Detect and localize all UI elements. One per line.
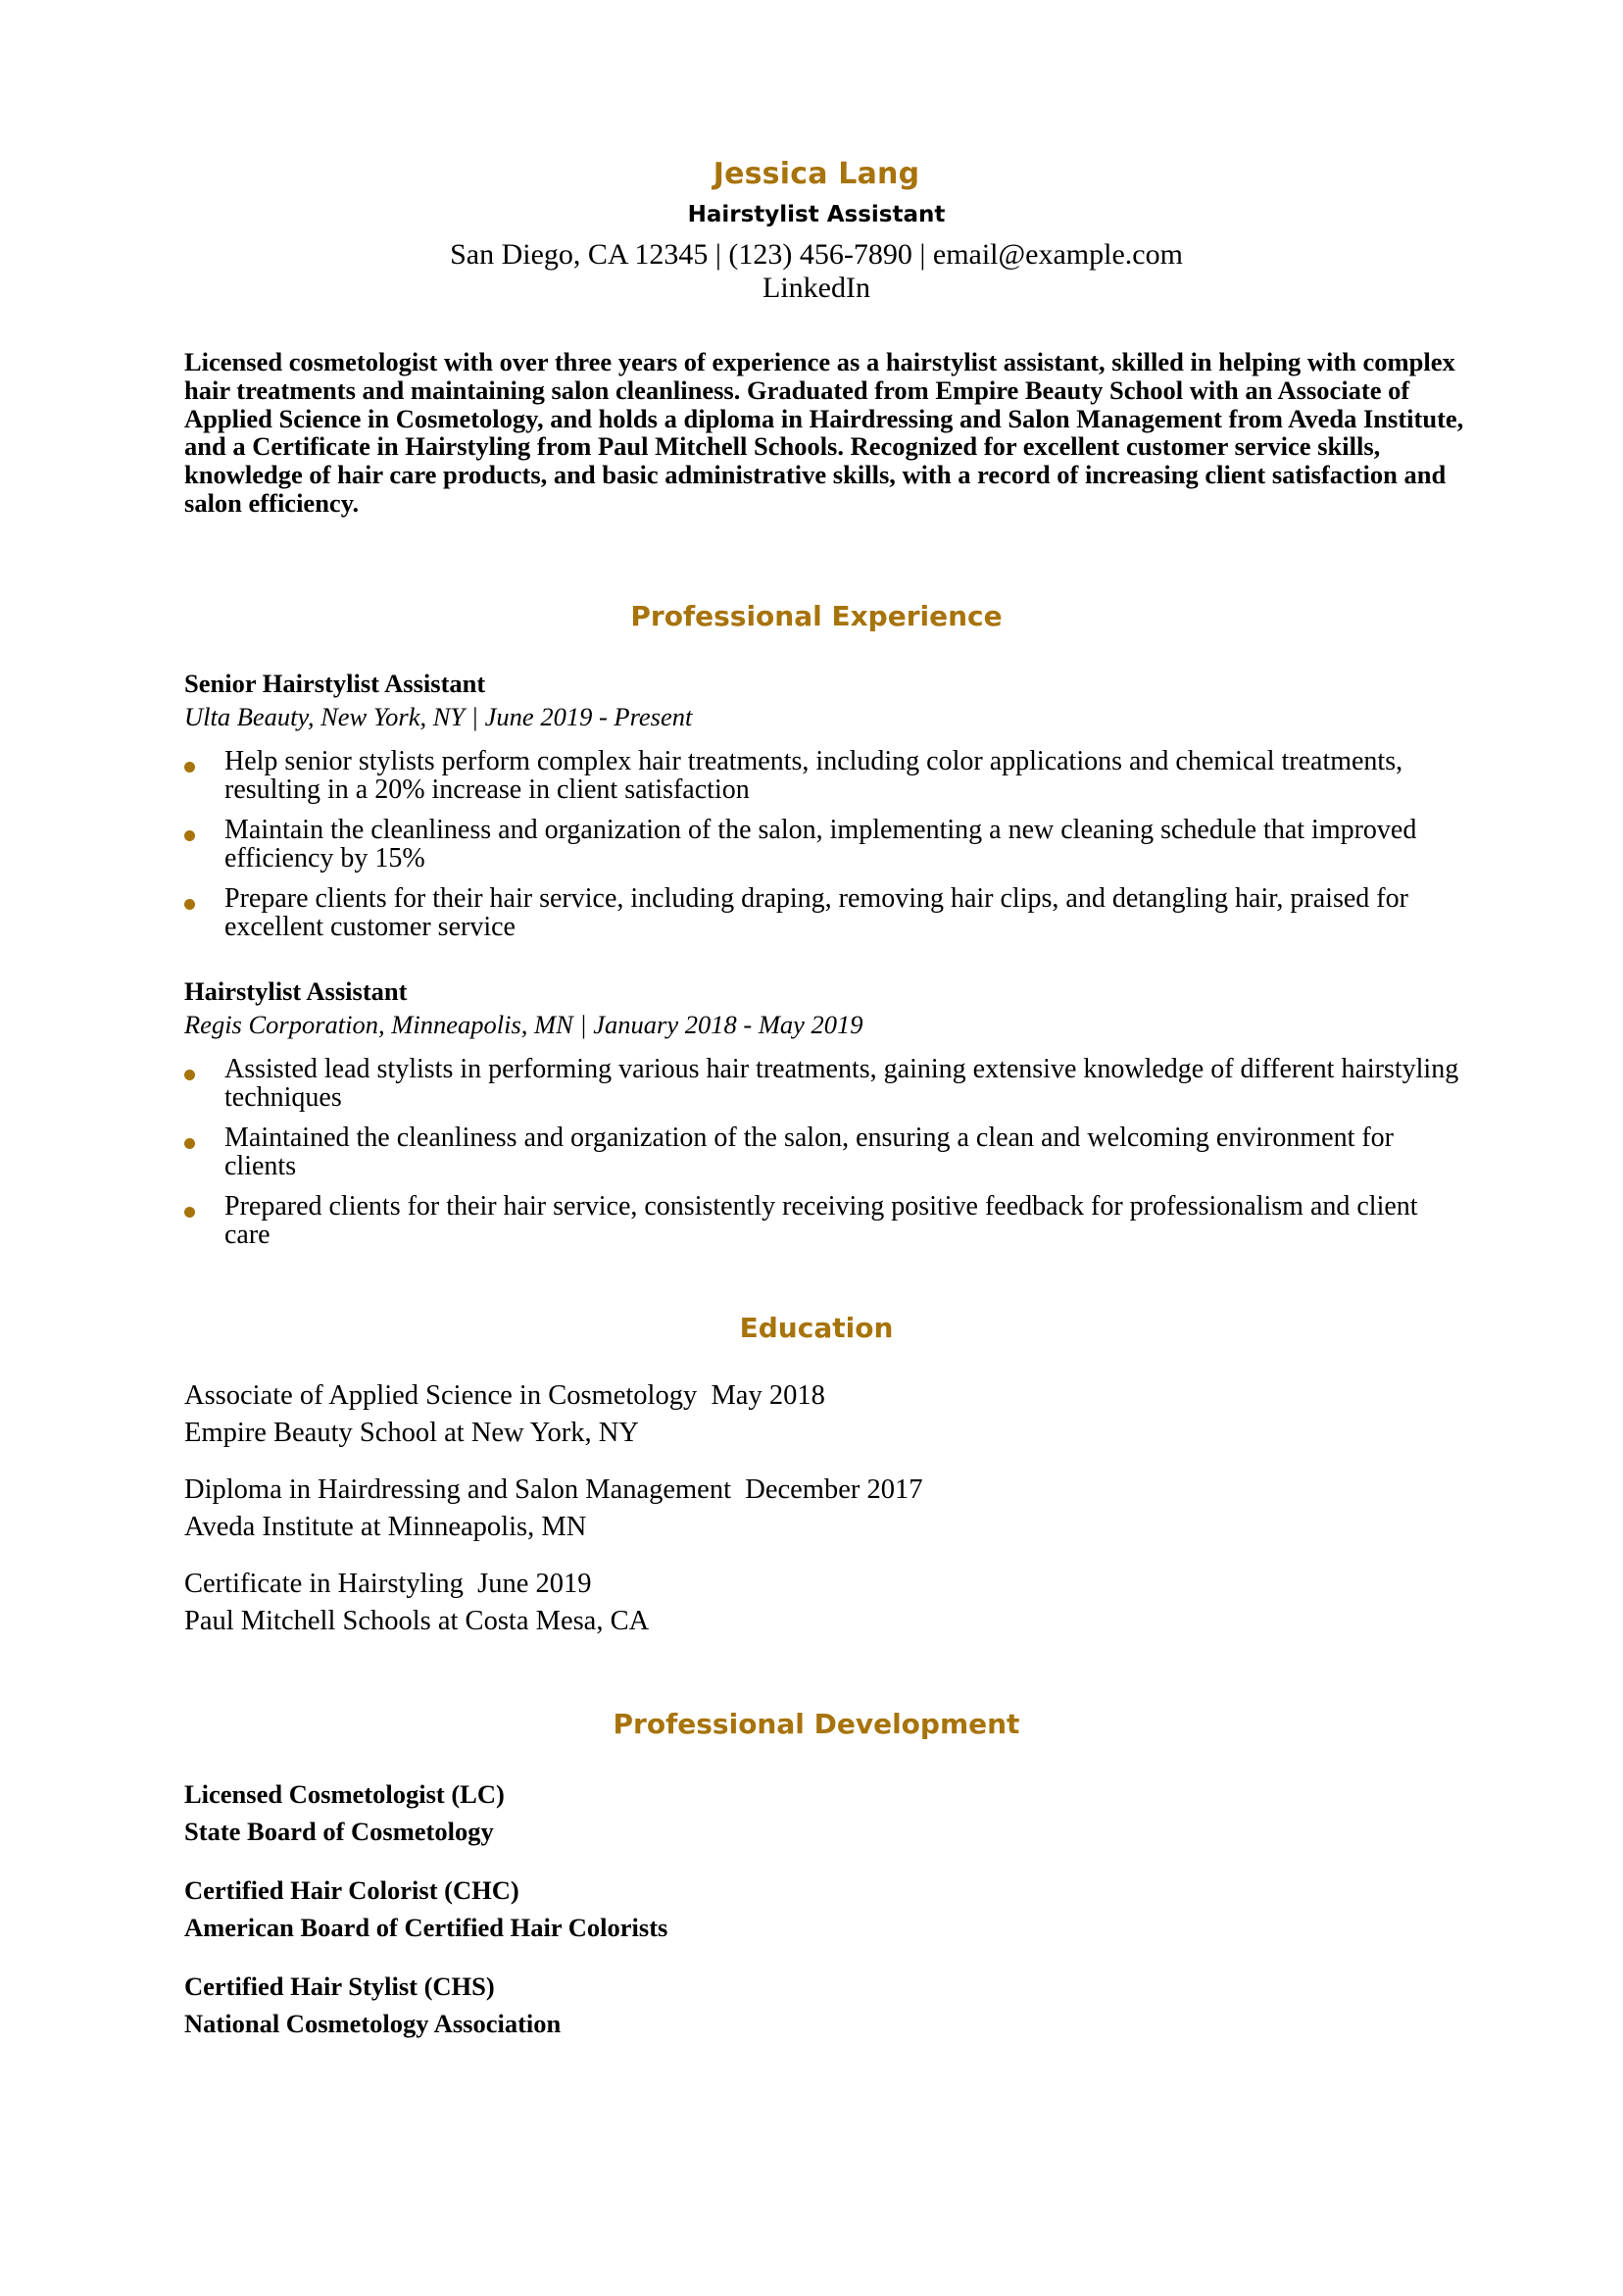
candidate-role: Hairstylist Assistant	[687, 202, 946, 227]
linkedin-link[interactable]: LinkedIn	[762, 272, 870, 304]
certification-org: State Board of Cosmetology	[184, 1817, 494, 1846]
education-degree: Associate of Applied Science in Cosmetology May 2018	[184, 1380, 825, 1411]
bullet-dot-icon	[184, 1070, 195, 1080]
certification-org: National Cosmetology Association	[184, 2009, 562, 2038]
section-title-education: Education	[739, 1312, 894, 1344]
contact-line: San Diego, CA 12345 | (123) 456-7890 | email@example.com	[450, 238, 1183, 271]
education-school: Empire Beauty School at New York, NY	[184, 1418, 639, 1448]
list-item: Maintained the cleanliness and organization of the salon, ensuring a clean and welcoming environment for clients	[184, 1123, 1459, 1180]
bullet-dot-icon	[184, 830, 195, 841]
development-entry	[184, 1872, 667, 1946]
development-entry	[184, 1968, 561, 2042]
education-degree: Diploma in Hairdressing and Salon Management December 2017	[184, 1474, 923, 1505]
bullet-dot-icon	[184, 1138, 195, 1149]
section-title-experience: Professional Experience	[630, 600, 1003, 632]
summary-paragraph: Licensed cosmetologist with over three years of experience as a hairstylist assistant, skilled in helping with complex hair treatments and maintaining salon cleanliness. Graduated from Empire Beauty School with an Associate of Applied Science in Cosmetology, and holds a diploma in Hairdressing and Salon Management from Aveda Institute, and a Certificate in Hairstyling from Paul Mitchell Schools. Recognized for excellent customer service skills, knowledge of hair care products, and basic administrative skills, with a record of increasing client satisfaction and salon efficiency.	[184, 347, 1464, 518]
bullet-dot-icon	[184, 1207, 195, 1218]
education-school: Aveda Institute at Minneapolis, MN	[184, 1512, 587, 1542]
education-degree: Certificate in Hairstyling June 2019	[184, 1569, 592, 1599]
list-item: Prepare clients for their hair service, including draping, removing hair clips, and detangling hair, praised for excellent customer service	[184, 884, 1459, 941]
job-bullets	[184, 1055, 1468, 1249]
certification-name: Licensed Cosmetologist (LC)	[184, 1779, 505, 1809]
list-item: Maintain the cleanliness and organization of the salon, implementing a new cleaning schedule that improved efficiency by 15%	[184, 816, 1459, 873]
development-entry	[184, 1775, 505, 1850]
certification-org: American Board of Certified Hair Colorists	[184, 1913, 668, 1942]
bullet-dot-icon	[184, 762, 195, 773]
list-item: Assisted lead stylists in performing various hair treatments, gaining extensive knowledge of different hairstyling techniques	[184, 1055, 1459, 1112]
candidate-name: Jessica Lang	[713, 157, 920, 191]
list-item: Prepared clients for their hair service, consistently receiving positive feedback for professionalism and client care	[184, 1192, 1459, 1249]
section-title-development: Professional Development	[613, 1708, 1020, 1740]
bullet-dot-icon	[184, 899, 195, 910]
certification-name: Certified Hair Stylist (CHS)	[184, 1972, 495, 2001]
job-entry	[184, 667, 1468, 953]
list-item: Help senior stylists perform complex hair treatments, including color applications and chemical treatments, resulting in a 20% increase in client satisfaction	[184, 747, 1459, 804]
education-entry	[184, 1377, 825, 1452]
contact-block	[184, 238, 1449, 305]
job-title: Hairstylist Assistant	[184, 976, 408, 1006]
certification-name: Certified Hair Colorist (CHC)	[184, 1875, 519, 1905]
education-school: Paul Mitchell Schools at Costa Mesa, CA	[184, 1606, 650, 1636]
job-title: Senior Hairstylist Assistant	[184, 669, 486, 698]
education-entry	[184, 1472, 922, 1546]
job-entry	[184, 974, 1468, 1261]
job-meta: Regis Corporation, Minneapolis, MN | January 2018 - May 2019	[184, 1010, 863, 1039]
education-entry	[184, 1566, 649, 1640]
job-meta: Ulta Beauty, New York, NY | June 2019 - Present	[184, 702, 693, 731]
job-bullets	[184, 747, 1468, 941]
